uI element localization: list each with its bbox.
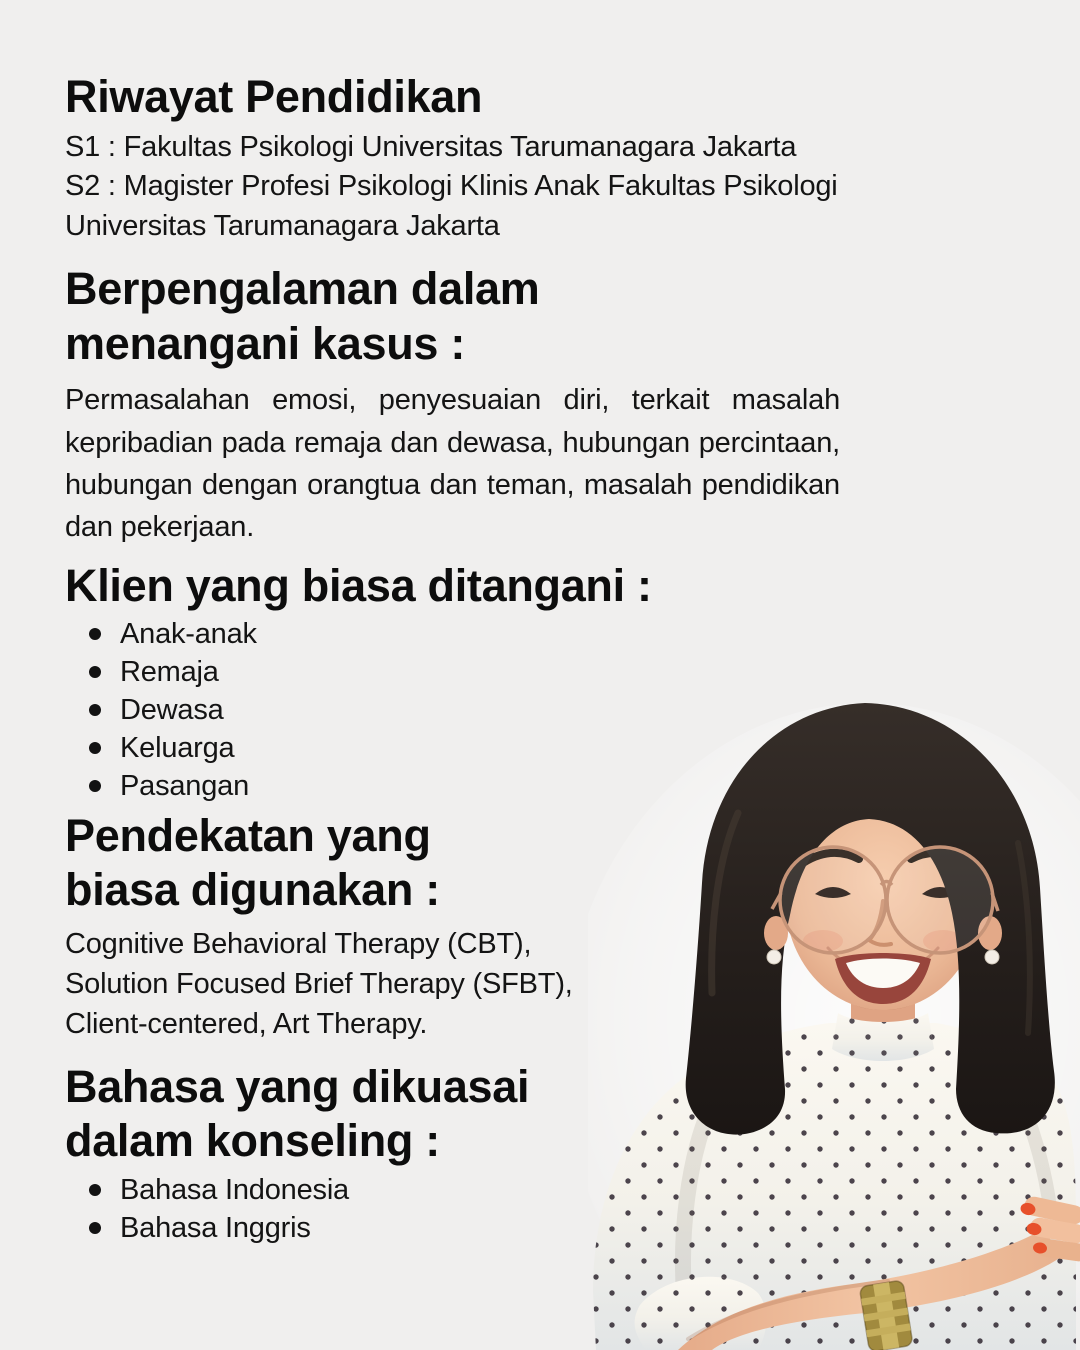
list-item — [65, 615, 1080, 653]
client-item-label: Keluarga — [120, 731, 235, 764]
languages-title — [65, 1060, 1080, 1169]
education-degree-s2: S2 : Magister Profesi Psikologi Klinis Anak Fakultas Psikologi Universitas Tarumanagara Jakarta — [65, 170, 838, 242]
text-content — [65, 0, 1080, 1247]
languages-list — [65, 1171, 1080, 1247]
experience-title — [65, 262, 1080, 371]
list-item — [65, 1209, 1080, 1247]
approaches-title — [65, 809, 1080, 918]
approaches-title-line2: biasa digunakan : — [65, 864, 440, 916]
language-item-label: Bahasa Inggris — [120, 1211, 311, 1244]
list-item — [65, 1171, 1080, 1209]
client-item-label: Pasangan — [120, 769, 250, 802]
approaches-title-line1: Pendekatan yang — [65, 809, 431, 861]
client-item-label: Dewasa — [120, 693, 224, 726]
list-item — [65, 691, 1080, 729]
clients-list — [65, 615, 1080, 805]
list-item — [65, 729, 1080, 767]
approaches-description: Cognitive Behavioral Therapy (CBT), Solution Focused Brief Therapy (SFBT), Client-centered, Art Therapy. — [65, 927, 573, 1040]
list-item — [65, 767, 1080, 805]
languages-title-line2: dalam konseling : — [65, 1115, 440, 1167]
experience-description: Permasalahan emosi, penyesuaian diri, terkait masalah kepribadian pada remaja dan dewasa, hubungan percintaan, hubungan dengan orangtua dan teman, masalah pendidikan dan pekerjaan. — [65, 384, 840, 544]
education-title: Riwayat Pendidikan — [65, 71, 483, 122]
language-item-label: Bahasa Indonesia — [120, 1173, 349, 1206]
education-degrees — [65, 128, 965, 246]
education-degree-s1: S1 : Fakultas Psikologi Universitas Tarumanagara Jakarta — [65, 131, 797, 163]
languages-title-line1: Bahasa yang dikuasai — [65, 1060, 530, 1112]
list-item — [65, 653, 1080, 691]
clients-title: Klien yang biasa ditangani : — [65, 559, 652, 611]
experience-title-line2: menangani kasus : — [65, 317, 466, 369]
experience-title-line1: Berpengalaman dalam — [65, 263, 540, 315]
client-item-label: Anak-anak — [120, 617, 257, 650]
gold-watch — [859, 1280, 913, 1350]
client-item-label: Remaja — [120, 655, 219, 688]
